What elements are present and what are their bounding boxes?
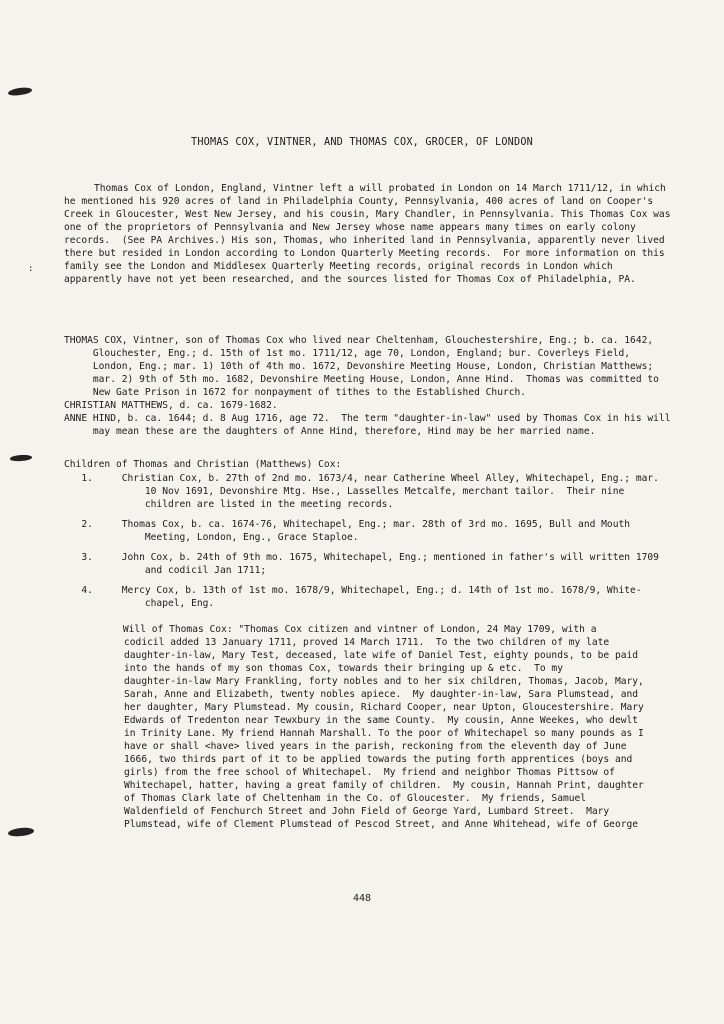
document-title: THOMAS COX, VINTNER, AND THOMAS COX, GROCER, OF LONDON (190, 137, 533, 148)
will-line: daughter-in-law, Mary Test, deceased, late wife of Daniel Test, eighty pounds, to be paid (124, 650, 639, 661)
will-line: Plumstead, wife of Clement Plumstead of Pescod Street, and Anne Whitehead, wife of George (124, 819, 639, 830)
child-line: chapel, Eng. (64, 598, 215, 609)
intro-line: family see the London and Middlesex Quarterly Meeting records, original records in London which (64, 261, 613, 272)
child-line: 4. Mercy Cox, b. 13th of 1st mo. 1678/9, Whitechapel, Eng.; d. 14th of 1st mo. 1678/9, White- (64, 585, 642, 596)
page-number: 448 (352, 893, 372, 904)
family-line: New Gate Prison in 1672 for nonpayment of tithes to the Established Church. (64, 387, 527, 398)
intro-line: one of the proprietors of Pennsylvania and New Jersey whose name appears many times on early colony (64, 222, 636, 233)
child-line: and codicil Jan 1711; (64, 565, 267, 576)
family-line: CHRISTIAN MATTHEWS, d. ca. 1679-1682. (64, 400, 278, 411)
will-line: Sarah, Anne and Elizabeth, twenty nobles apiece. My daughter-in-law, Sara Plumstead, and (124, 689, 639, 700)
intro-line: records. (See PA Archives.) His son, Thomas, who inherited land in Pennsylvania, apparently never lived (64, 235, 665, 246)
children-heading: Children of Thomas and Christian (Matthews) Cox: (64, 459, 342, 470)
child-line: 3. John Cox, b. 24th of 9th mo. 1675, Whitechapel, Eng.; mentioned in father's will written 1709 (64, 552, 659, 563)
will-line: have or shall <have> lived years in the parish, reckoning from the eleventh day of June (124, 741, 627, 752)
punch-hole-mark (10, 454, 32, 462)
family-line: ANNE HIND, b. ca. 1644; d. 8 Aug 1716, age 72. The term "daughter-in-law" used by Thomas Cox in his will (64, 413, 671, 424)
family-line: mar. 2) 9th of 5th mo. 1682, Devonshire Meeting House, London, Anne Hind. Thomas was committed to (64, 374, 659, 385)
will-line: her daughter, Mary Plumstead. My cousin, Richard Cooper, near Upton, Gloucestershire. Mary (124, 702, 644, 713)
will-line: 1666, two thirds part of it to be applied towards the puting forth apprentices (boys and (124, 754, 633, 765)
intro-line: there but resided in London according to London Quarterly Meeting records. For more information on this (64, 248, 665, 259)
will-line: of Thomas Clark late of Cheltenham in the Co. of Gloucester. My friends, Samuel (124, 793, 587, 804)
will-line: girls) from the free school of Whitechapel. My friend and neighbor Thomas Pittsow of (124, 767, 615, 778)
family-line: Glouchester, Eng.; d. 15th of 1st mo. 1711/12, age 70, London, England; bur. Coverleys Field, (64, 348, 631, 359)
punch-hole-mark (8, 86, 33, 96)
will-line: Whitechapel, hatter, having a great family of children. My cousin, Hannah Print, daughter (124, 780, 644, 791)
will-line: daughter-in-law Mary Frankling, forty nobles and to her six children, Thomas, Jacob, Mary, (124, 676, 644, 687)
will-line: Edwards of Tredenton near Tewxbury in the same County. My cousin, Anne Weekes, who dewlt (124, 715, 639, 726)
punch-hole-mark (8, 827, 35, 838)
will-line: Will of Thomas Cox: "Thomas Cox citizen and vintner of London, 24 May 1709, with a (94, 624, 597, 635)
intro-line: Thomas Cox of London, England, Vintner left a will probated in London on 14 March 1711/12, in which (94, 183, 666, 194)
margin-mark: : (28, 264, 34, 274)
will-line: Waldenfield of Fenchurch Street and John Field of George Yard, Lumbard Street. Mary (124, 806, 610, 817)
intro-line: Creek in Gloucester, West New Jersey, and his cousin, Mary Chandler, in Pennsylvania. This Thomas Cox was (64, 209, 671, 220)
child-line: children are listed in the meeting records. (64, 499, 394, 510)
child-line: Meeting, London, Eng., Grace Staploe. (64, 532, 359, 543)
child-line: 2. Thomas Cox, b. ca. 1674-76, Whitechapel, Eng.; mar. 28th of 3rd mo. 1695, Bull and Mouth (64, 519, 631, 530)
will-line: codicil added 13 January 1711, proved 14 March 1711. To the two children of my late (124, 637, 610, 648)
intro-line: apparently have not yet been researched, and the sources listed for Thomas Cox of Philadelphia, PA. (64, 274, 636, 285)
will-line: in Trinity Lane. My friend Hannah Marshall. To the poor of Whitechapel so many pounds as I (124, 728, 644, 739)
child-line: 1. Christian Cox, b. 27th of 2nd mo. 1673/4, near Catherine Wheel Alley, Whitechapel, Eng.; mar. (64, 473, 659, 484)
family-line: London, Eng.; mar. 1) 10th of 4th mo. 1672, Devonshire Meeting House, London, Christian Matthews; (64, 361, 654, 372)
intro-line: he mentioned his 920 acres of land in Philadelphia County, Pennsylvania, 400 acres of land on Cooper's (64, 196, 654, 207)
child-line: 10 Nov 1691, Devonshire Mtg. Hse., Lasselles Metcalfe, merchant tailor. Their nine (64, 486, 625, 497)
family-line: may mean these are the daughters of Anne Hind, therefore, Hind may be her married name. (64, 426, 596, 437)
will-line: into the hands of my son thomas Cox, towards their bringing up & etc. To my (124, 663, 563, 674)
family-line: THOMAS COX, Vintner, son of Thomas Cox who lived near Cheltenham, Glouchestershire, Eng.; b. ca. 1642, (64, 335, 654, 346)
